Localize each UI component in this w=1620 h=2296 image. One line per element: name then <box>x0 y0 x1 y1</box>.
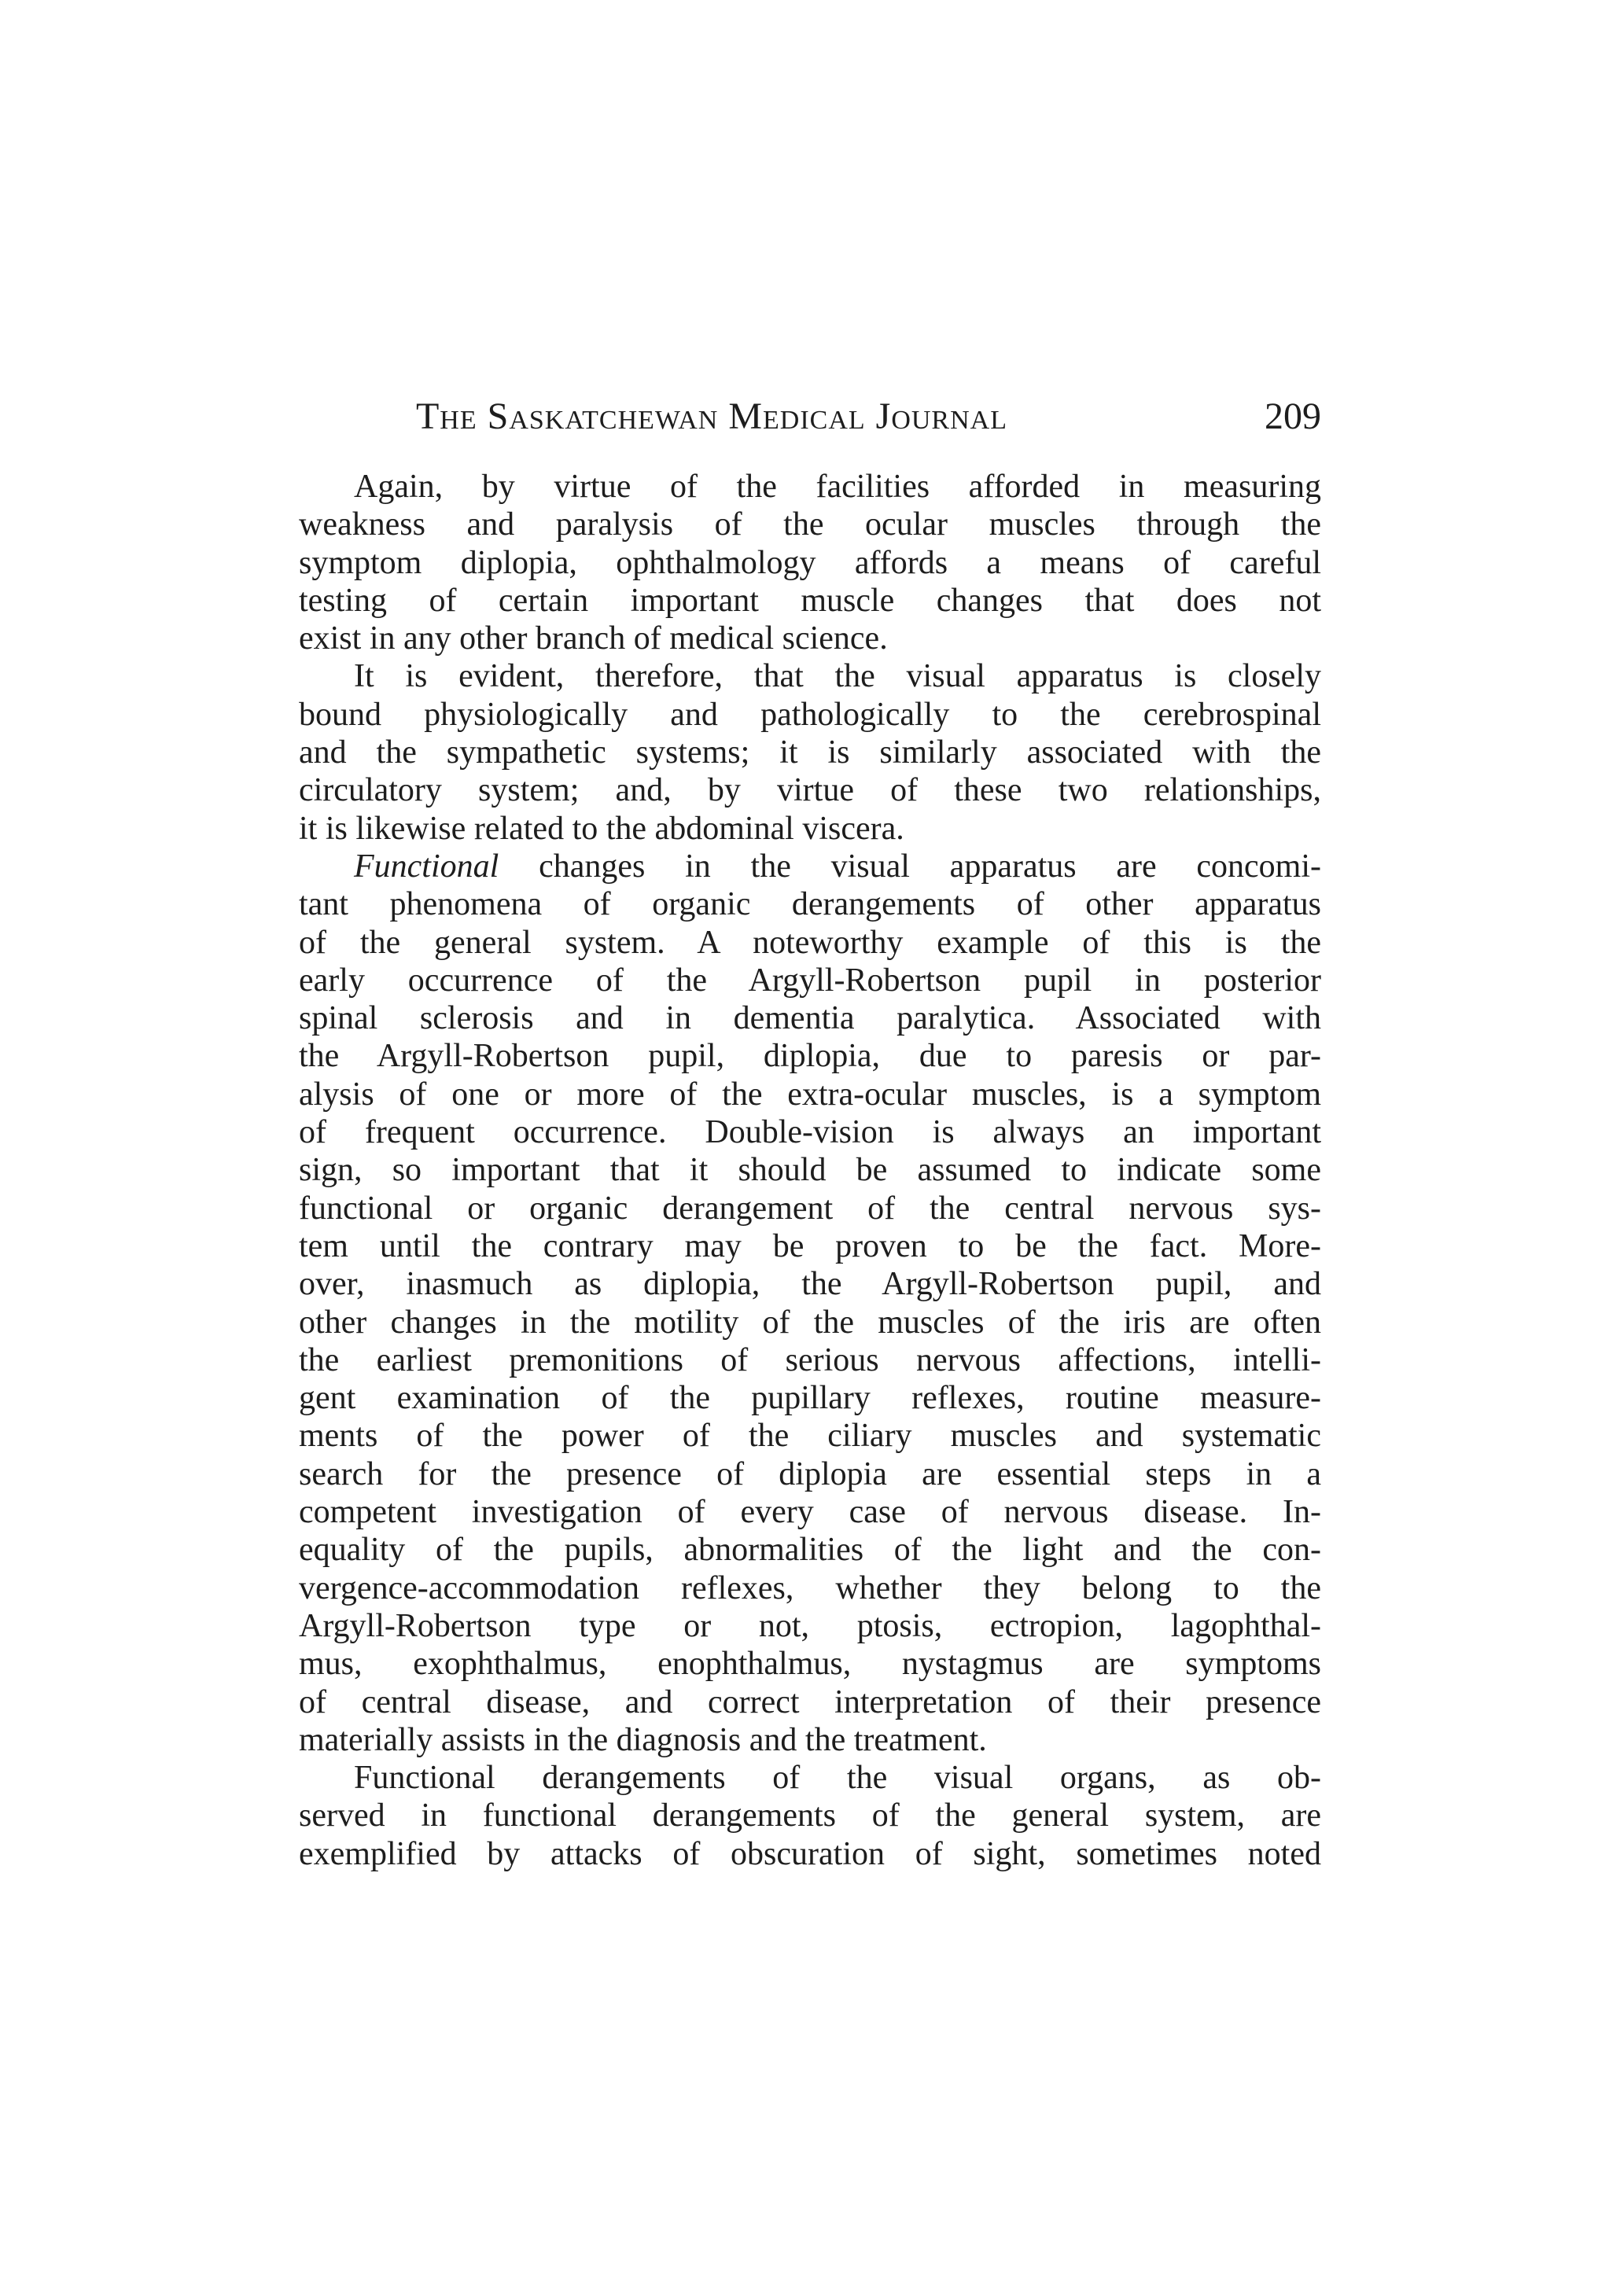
text-line: circulatory system; and, by virtue of these two relationships, <box>299 772 1321 809</box>
running-head <box>299 393 1321 440</box>
text-line: tem until the contrary may be proven to be the fact. More- <box>299 1227 1321 1264</box>
text-line: Again, by virtue of the facilities afforded in measuring <box>354 469 1321 505</box>
text-line: of frequent occurrence. Double-vision is always an important <box>299 1114 1321 1151</box>
paragraph-visual-apparatus <box>299 657 1321 847</box>
text-line <box>299 848 1321 885</box>
paragraph-functional-derangements <box>299 1759 1321 1873</box>
text-line: of the general system. A noteworthy example of this is the <box>299 924 1321 961</box>
text-line: the earliest premonitions of serious nervous affections, intelli- <box>299 1341 1321 1378</box>
text-line: bound physiologically and pathologically to the cerebrospinal <box>299 696 1321 733</box>
paragraph-measuring-weakness <box>299 468 1321 657</box>
text-line: testing of certain important muscle changes that does not <box>299 582 1321 619</box>
text-line: it is likewise related to the abdominal viscera. <box>299 810 904 847</box>
text-line: over, inasmuch as diplopia, the Argyll-Robertson pupil, and <box>299 1266 1321 1303</box>
text-line: alysis of one or more of the extra-ocular muscles, is a symptom <box>299 1076 1321 1113</box>
text-line: search for the presence of diplopia are essential steps in a <box>299 1455 1321 1492</box>
text-line: other changes in the motility of the muscles of the iris are often <box>299 1304 1321 1341</box>
italic-lead-word: Functional <box>354 848 499 885</box>
text-line-rest: changes in the visual apparatus are concomi- <box>499 848 1321 885</box>
text-line: spinal sclerosis and in dementia paralytica. Associated with <box>299 1000 1321 1037</box>
text-line: materially assists in the diagnosis and the treatment. <box>299 1721 987 1758</box>
text-line: competent investigation of every case of nervous disease. In- <box>299 1494 1321 1531</box>
text-line: exemplified by attacks of obscuration of sight, sometimes noted <box>299 1835 1321 1872</box>
text-line: mus, exophthalmus, enophthalmus, nystagmus are symptoms <box>299 1646 1321 1683</box>
text-line: the Argyll-Robertson pupil, diplopia, due to paresis or par- <box>299 1038 1321 1075</box>
text-line: Argyll-Robertson type or not, ptosis, ectropion, lagophthal- <box>299 1607 1321 1644</box>
text-line: of central disease, and correct interpretation of their presence <box>299 1683 1321 1720</box>
page-number: 209 <box>1265 396 1321 437</box>
text-line: tant phenomena of organic derangements of other apparatus <box>299 886 1321 923</box>
text-line: exist in any other branch of medical science. <box>299 620 888 657</box>
text-line: functional or organic derangement of the central nervous sys- <box>299 1190 1321 1227</box>
text-line: and the sympathetic systems; it is similarly associated with the <box>299 734 1321 771</box>
text-line: Functional derangements of the visual organs, as ob- <box>354 1760 1321 1797</box>
body-text <box>299 468 1321 1873</box>
text-line: early occurrence of the Argyll-Robertson pupil in posterior <box>299 962 1321 999</box>
text-line: vergence-accommodation reflexes, whether they belong to the <box>299 1569 1321 1606</box>
journal-title: The Saskatchewan Medical Journal <box>415 396 1007 437</box>
paragraph-functional-changes <box>299 848 1321 1759</box>
text-line: ments of the power of the ciliary muscles and systematic <box>299 1418 1321 1455</box>
text-line: weakness and paralysis of the ocular muscles through the <box>299 506 1321 543</box>
text-line: gent examination of the pupillary reflexes, routine measure- <box>299 1380 1321 1417</box>
text-line: sign, so important that it should be assumed to indicate some <box>299 1152 1321 1189</box>
text-line: symptom diplopia, ophthalmology affords a means of careful <box>299 544 1321 581</box>
text-line: served in functional derangements of the general system, are <box>299 1797 1321 1834</box>
text-line: It is evident, therefore, that the visual apparatus is closely <box>354 658 1321 695</box>
text-line: equality of the pupils, abnormalities of the light and the con- <box>299 1532 1321 1569</box>
